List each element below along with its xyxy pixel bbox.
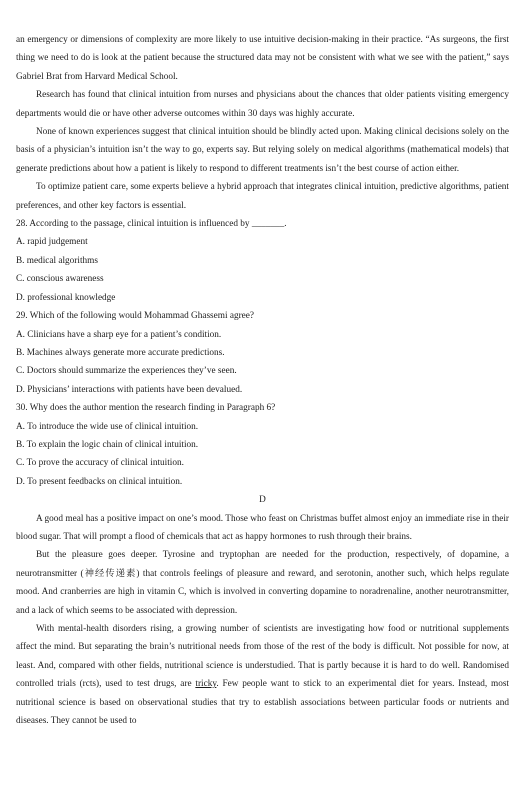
- question-29: [16, 307, 509, 399]
- passage-c-paragraph-3: To optimize patient care, some experts believe a hybrid approach that integrates clinical intuition, predictive algorithms, patient preferences, and other key factors is essential.: [16, 182, 509, 211]
- option-c: C. Doctors should summarize the experiences they’ve seen.: [16, 366, 237, 377]
- passage-c-paragraph-1: Research has found that clinical intuition from nurses and physicians about the chances that older patients visiting emergency departments would die or have other adverse outcomes within 30 days was highly accurate.: [16, 90, 509, 119]
- option-a: A. To introduce the wide use of clinical intuition.: [16, 421, 199, 432]
- question-stem: 30. Why does the author mention the research finding in Paragraph 6?: [16, 403, 276, 414]
- paragraph-text-after: . Few people want to stick to an experimental diet for years. Instead, most nutritional science is based on observational studies that try to establish associations between particular foods or nutrients and diseases. They cannot be used to: [16, 679, 509, 727]
- passage-d-paragraph-1: A good meal has a positive impact on one’s mood. Those who feast on Christmas buffet almost enjoy an immediate rise in their blood sugar. That will prompt a flood of chemicals that act as happy hormones to rush through their brains.: [16, 513, 509, 542]
- passage-d-paragraph-2: But the pleasure goes deeper. Tyrosine and tryptophan are needed for the production, respectively, of dopamine, a neurotransmitter (神经传递素) that controls feelings of pleasure and reward, and serotonin, another such, which helps regulate mood. And cranberries are high in vitamin C, which is involved in converting dopamine to noradrenaline, another neurotransmitter, and a lack of which seems to be associated with depression.: [16, 550, 509, 616]
- passage-c-paragraph-2: None of known experiences suggest that clinical intuition should be blindly acted upon. Making clinical decisions solely on the basis of a physician’s intuition isn’t the way to go, experts say. But relying solely on medical algorithms (mathematical models) that generate predictions about how a patient is likely to respond to different treatments isn’t the best course of action either.: [16, 127, 509, 174]
- option-d: D. To present feedbacks on clinical intuition.: [16, 476, 183, 487]
- passage-c-paragraph-0: an emergency or dimensions of complexity are more likely to use intuitive decision-making in their practice. “As surgeons, the first thing we need to do is look at the patient because the structured data may not be consistent with what we see with the patient,” says Gabriel Brat from Harvard Medical School.: [16, 35, 509, 82]
- option-c: C. To prove the accuracy of clinical intuition.: [16, 458, 184, 469]
- passage-d-paragraph-3: [16, 620, 509, 730]
- option-b: B. To explain the logic chain of clinical intuition.: [16, 439, 199, 450]
- question-28: [16, 215, 509, 307]
- paragraph-text-before: With mental-health disorders rising, a growing number of scientists are investigating how food or nutritional supplements affect the mind. But separating the brain’s nutritional needs from those of the rest of the body is difficult. Not possible for now, at least. And, compared with other fields, nutritional science is understudied. That is partly because it is hard to do well. Randomised controlled trials (rcts), used to test drugs, are: [16, 624, 509, 690]
- option-a: A. Clinicians have a sharp eye for a patient’s condition.: [16, 329, 222, 340]
- option-b: B. medical algorithms: [16, 255, 98, 266]
- option-d: D. Physicians’ interactions with patients have been devalued.: [16, 384, 243, 395]
- option-a: A. rapid judgement: [16, 237, 88, 248]
- option-d: D. professional knowledge: [16, 292, 116, 303]
- option-b: B. Machines always generate more accurate predictions.: [16, 347, 225, 358]
- question-stem: 28. According to the passage, clinical intuition is influenced by _______.: [16, 219, 287, 230]
- option-c: C. conscious awareness: [16, 274, 104, 285]
- passage-d-heading: D: [259, 495, 266, 506]
- underlined-word: tricky: [195, 679, 217, 690]
- question-30: [16, 399, 509, 491]
- question-stem: 29. Which of the following would Mohammad Ghassemi agree?: [16, 311, 254, 322]
